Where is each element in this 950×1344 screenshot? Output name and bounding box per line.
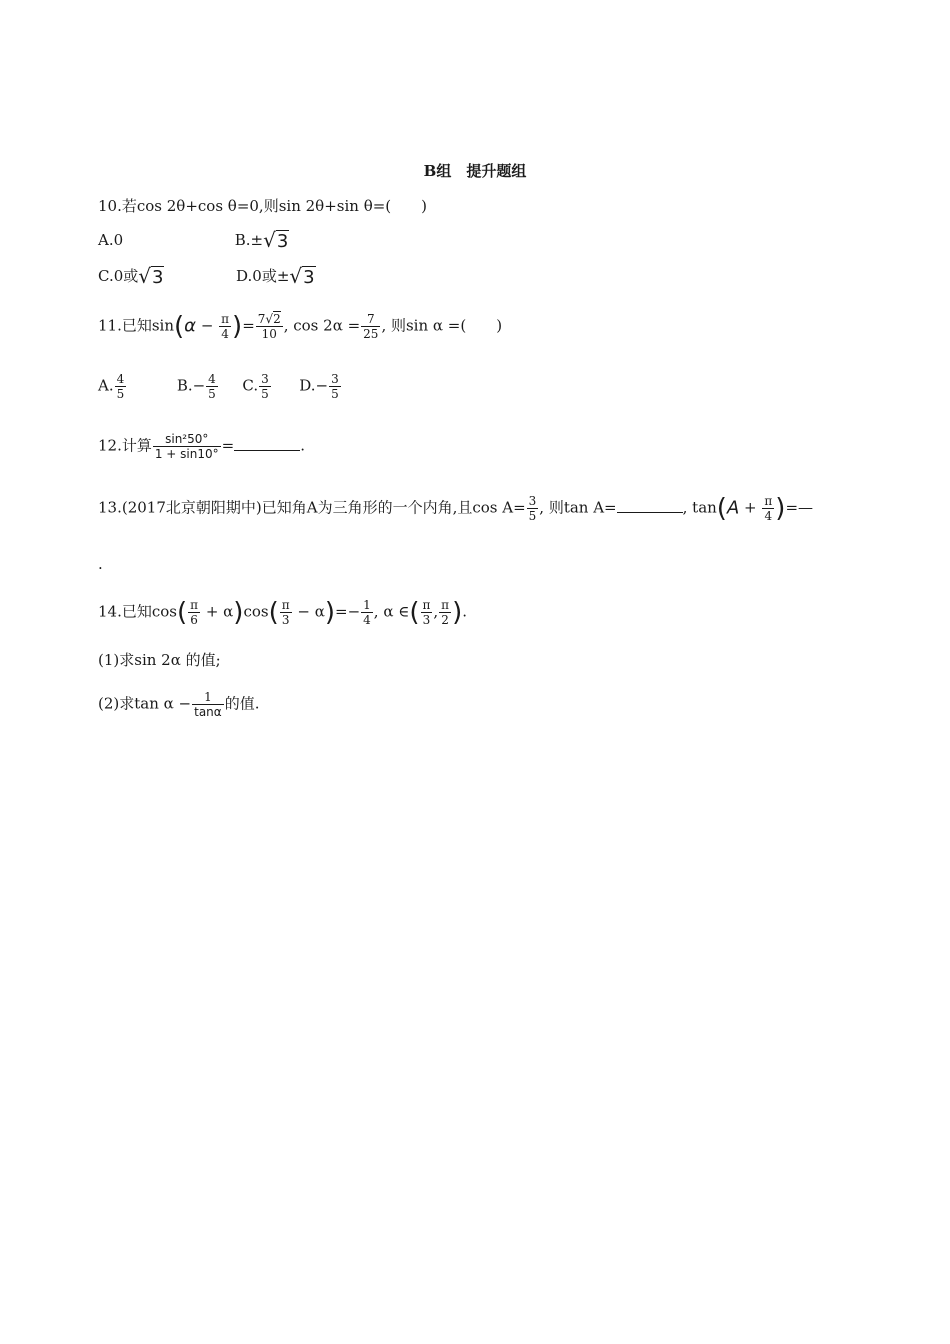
- option-d-label: D.0或±: [236, 267, 290, 285]
- question-10-options-ab: [98, 230, 289, 252]
- answer-blank-tan-a[interactable]: [617, 512, 683, 513]
- question-12-stem: 12.计算 $\frac{\text{sin²50°}}{1 + \sin 10^\circ}$ = .: [98, 432, 305, 461]
- fraction-pi-over-3: $\frac{\pi}{3}$: [281, 598, 290, 627]
- sqrt-3: √3: [138, 264, 164, 288]
- answer-blank[interactable]: [234, 450, 300, 451]
- sqrt-3: √3: [263, 228, 289, 252]
- question-13-end: .: [98, 555, 103, 573]
- fraction-1-over-tan-alpha: $\frac{1}{\tan\alpha}$: [194, 690, 222, 719]
- question-10-stem: 10.若cos 2θ+cos θ=0,则sin 2θ+sin θ=( ): [98, 197, 427, 215]
- option-a: A.0: [98, 231, 124, 249]
- fraction-3-over-5: $\frac{3}{5}$: [331, 372, 339, 401]
- question-11-stem: 11.已知sin(α − $\frac{\pi}{4}$ )= $\frac{7√2}{10}$ , cos 2α = $\frac{7}{25}$ , 则sin α =( ): [98, 311, 503, 342]
- fraction-4-over-5: $\frac{4}{5}$: [208, 372, 216, 401]
- fraction-pi-over-3: $\frac{\pi}{3}$: [422, 598, 431, 627]
- fraction-pi-over-6: $\frac{\pi}{6}$: [190, 598, 199, 627]
- section-title: B组 提升题组: [423, 162, 527, 180]
- question-14-part-1: (1)求sin 2α 的值;: [98, 651, 221, 669]
- question-14-stem: 14.已知cos( $\frac{\pi}{6}$ + α)cos( $\frac{\pi}{3}$ − α)=− $\frac{1}{4}$ , α ∈( $\frac{\pi}{3}$ , $\frac{\pi}{2}$ ).: [98, 597, 467, 628]
- fraction-3-over-5: $\frac{3}{5}$: [261, 372, 269, 401]
- question-10-options-cd: [98, 266, 316, 288]
- option-c-label: C.0或: [98, 267, 139, 285]
- fraction-sin2-50-over-1-plus-sin10: $\frac{\text{sin²50°}}{1 + \sin 10^\circ}$: [154, 432, 219, 461]
- fraction-7-over-25: $\frac{7}{25}$: [363, 312, 379, 341]
- fraction-4-over-5: $\frac{4}{5}$: [116, 372, 125, 401]
- fraction-pi-over-4: $\frac{\pi}{4}$: [764, 494, 773, 523]
- fraction-pi-over-4: $\frac{\pi}{4}$: [221, 312, 230, 341]
- question-11-options: A. $\frac{4}{5}$ B.− $\frac{4}{5}$ C. $\frac{3}{5}$ D.− $\frac{3}{5}$: [98, 372, 339, 401]
- option-b-label: B.±: [234, 231, 264, 249]
- fraction-pi-over-2: $\frac{\pi}{2}$: [441, 598, 450, 627]
- fraction-7sqrt2-over-10: $\frac{7√2}{10}$: [257, 312, 281, 341]
- question-13-stem: 13.(2017北京朝阳期中)已知角A为三角形的一个内角,且cos A= $\frac{3}{5}$ , 则tan A= , tan(A + $\frac{\pi}{4}$ )=—: [98, 493, 814, 524]
- sqrt-3: √3: [289, 264, 315, 288]
- question-14-part-2: (2)求tan α − $\frac{1}{\tan\alpha}$ 的值.: [98, 690, 260, 719]
- fraction-3-over-5: $\frac{3}{5}$: [528, 494, 537, 523]
- fraction-1-over-4: $\frac{1}{4}$: [363, 598, 371, 627]
